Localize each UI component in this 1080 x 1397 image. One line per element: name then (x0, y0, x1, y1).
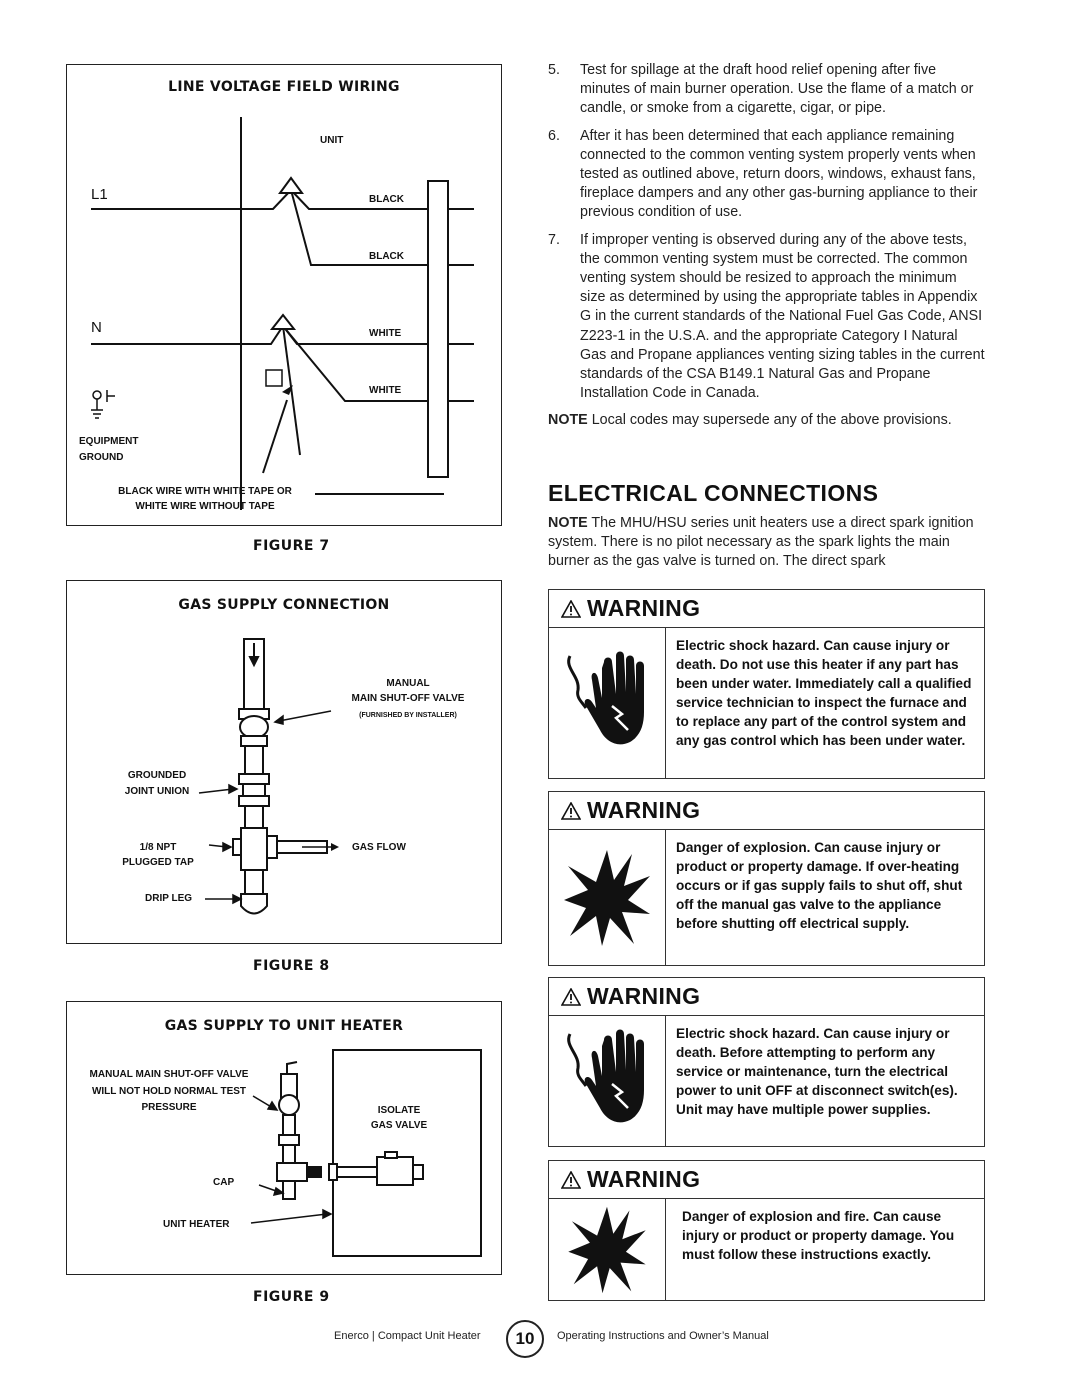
legend-line-1: BLACK WIRE WITH WHITE TAPE OR (118, 486, 292, 497)
label-drip-leg: DRIP LEG (145, 893, 193, 904)
label-joint-union: JOINT UNION (124, 786, 190, 797)
hand-shock-icon (549, 628, 666, 778)
label-n: N (91, 319, 102, 336)
warning-box-4 (548, 1160, 985, 1301)
warning-text: Danger of explosion. Can cause injury or product or property damage. If over-heating occurs or if gas supply fails to shut off, shut off the manual gas valve to the appliance before shutting off electrical supply. (676, 840, 963, 932)
warning-box-2 (548, 791, 985, 966)
warning-triangle-icon (561, 802, 581, 820)
label-grounded: GROUNDED (127, 770, 187, 781)
figure-8-title: GAS SUPPLY CONNECTION (178, 597, 390, 613)
list-item: 5. Test for spillage at the draft hood relief opening after five minutes of main burner operation. Use the flame of a match or candle, or smoke from a cigarette, cigar, or pipe. (548, 62, 974, 117)
label-gas-valve: GAS VALVE (370, 1120, 428, 1131)
footer-left: Enerco | Compact Unit Heater (334, 1330, 481, 1342)
label-ground: GROUND (79, 452, 124, 463)
label-l1: L1 (91, 186, 108, 203)
warning-text: Danger of explosion and fire. Can cause injury or product or property damage. You must follow these instructions exactly. (682, 1209, 955, 1263)
label-manual-main: MANUAL MAIN SHUT-OFF VALVE (89, 1069, 249, 1080)
label-unit-heater: UNIT HEATER (163, 1219, 230, 1230)
label-white-1: WHITE (369, 328, 402, 339)
figure-7-box (66, 64, 502, 526)
instruction-list (548, 61, 986, 431)
list-item: 7. If improper venting is observed during any of the above tests, the common venting system must be corrected. The common venting system should be resized to approach the minimum size as determined by using the appropriate tables in Appendix G in the current standards of the National Fuel Gas Code, ANSI Z223-1 in the U.S.A. and the appropriate Category I Natural Gas and Propane appliances venting sizing tables in the current standards of the CSA B149.1 Natural Gas and Propane Installation Code in Canada. (548, 231, 985, 402)
hand-shock-icon (549, 1016, 666, 1146)
page-number-badge (506, 1320, 544, 1358)
page-number: 10 (515, 1329, 535, 1348)
figure-7-caption: FIGURE 7 (253, 538, 330, 554)
unit-heater-diagram (67, 1002, 503, 1276)
label-furnished: (FURNISHED BY INSTALLER) (359, 712, 457, 719)
electrical-note: NOTE The MHU/HSU series unit heaters use a direct spark ignition system. There is no pilot necessary as the spark lights the main burner as the gas valve is turned on. The direct spark (548, 515, 974, 570)
figure-9-caption: FIGURE 9 (253, 1289, 330, 1305)
label-black-1: BLACK (369, 194, 404, 205)
figure-9-box (66, 1001, 502, 1275)
wiring-diagram (67, 65, 503, 527)
warning-header: WARNING (549, 590, 984, 628)
label-unit: UNIT (320, 135, 344, 146)
warning-triangle-icon (561, 600, 581, 618)
warning-header: WARNING (549, 1161, 984, 1199)
figure-8-box (66, 580, 502, 944)
figure-8-caption: FIGURE 8 (253, 958, 330, 974)
explosion-icon (549, 1199, 666, 1300)
ground-symbol-icon (91, 390, 115, 418)
warning-triangle-icon (561, 1171, 581, 1189)
label-equipment: EQUIPMENT (79, 436, 139, 447)
warning-text: Electric shock hazard. Can cause injury or death. Before attempting to perform any service or maintenance, turn the electrical power to unit OFF at disconnect switch(es). Unit may have multiple power supplies. (676, 1026, 958, 1118)
warning-triangle-icon (561, 988, 581, 1006)
label-cap: CAP (213, 1177, 235, 1188)
list-item: 6. After it has been determined that each appliance remaining connected to the common venting system properly vents when tested as outlined above, return doors, windows, exhaust fans, fireplace dampers and any other gas-burning appliance to their previous condition of use. (548, 127, 978, 221)
label-black-2: BLACK (369, 251, 404, 262)
label-white-2: WHITE (369, 385, 402, 396)
warning-header: WARNING (549, 978, 984, 1016)
label-npt: 1/8 NPT (139, 842, 177, 853)
label-main-shutoff: MAIN SHUT-OFF VALVE (351, 693, 465, 704)
figure-9-title: GAS SUPPLY TO UNIT HEATER (164, 1018, 404, 1034)
warning-text: Electric shock hazard. Can cause injury or death. Do not use this heater if any part has been under water. Immediately call a qualified service technician to inspect the furnace and to replace any part of the control system and any gas control which has been under water. (676, 638, 972, 749)
label-plugged-tap: PLUGGED TAP (122, 857, 194, 868)
warning-header: WARNING (549, 792, 984, 830)
figure-7-title: LINE VOLTAGE FIELD WIRING (168, 79, 400, 95)
legend-line-2: WHITE WIRE WITHOUT TAPE (135, 501, 275, 512)
warning-box-1 (548, 589, 985, 779)
gas-supply-diagram (67, 581, 503, 945)
footer-right: Operating Instructions and Owner’s Manual (557, 1330, 769, 1342)
section-heading-electrical: ELECTRICAL CONNECTIONS (548, 480, 879, 506)
label-gas-flow: GAS FLOW (352, 842, 406, 853)
label-manual: MANUAL (386, 678, 430, 689)
venting-note: NOTE Local codes may supersede any of the above provisions. (548, 412, 952, 429)
label-pressure: PRESSURE (141, 1102, 197, 1113)
warning-box-3 (548, 977, 985, 1147)
label-will-not-hold: WILL NOT HOLD NORMAL TEST (91, 1086, 247, 1097)
label-isolate: ISOLATE (377, 1105, 421, 1116)
explosion-icon (549, 830, 666, 965)
